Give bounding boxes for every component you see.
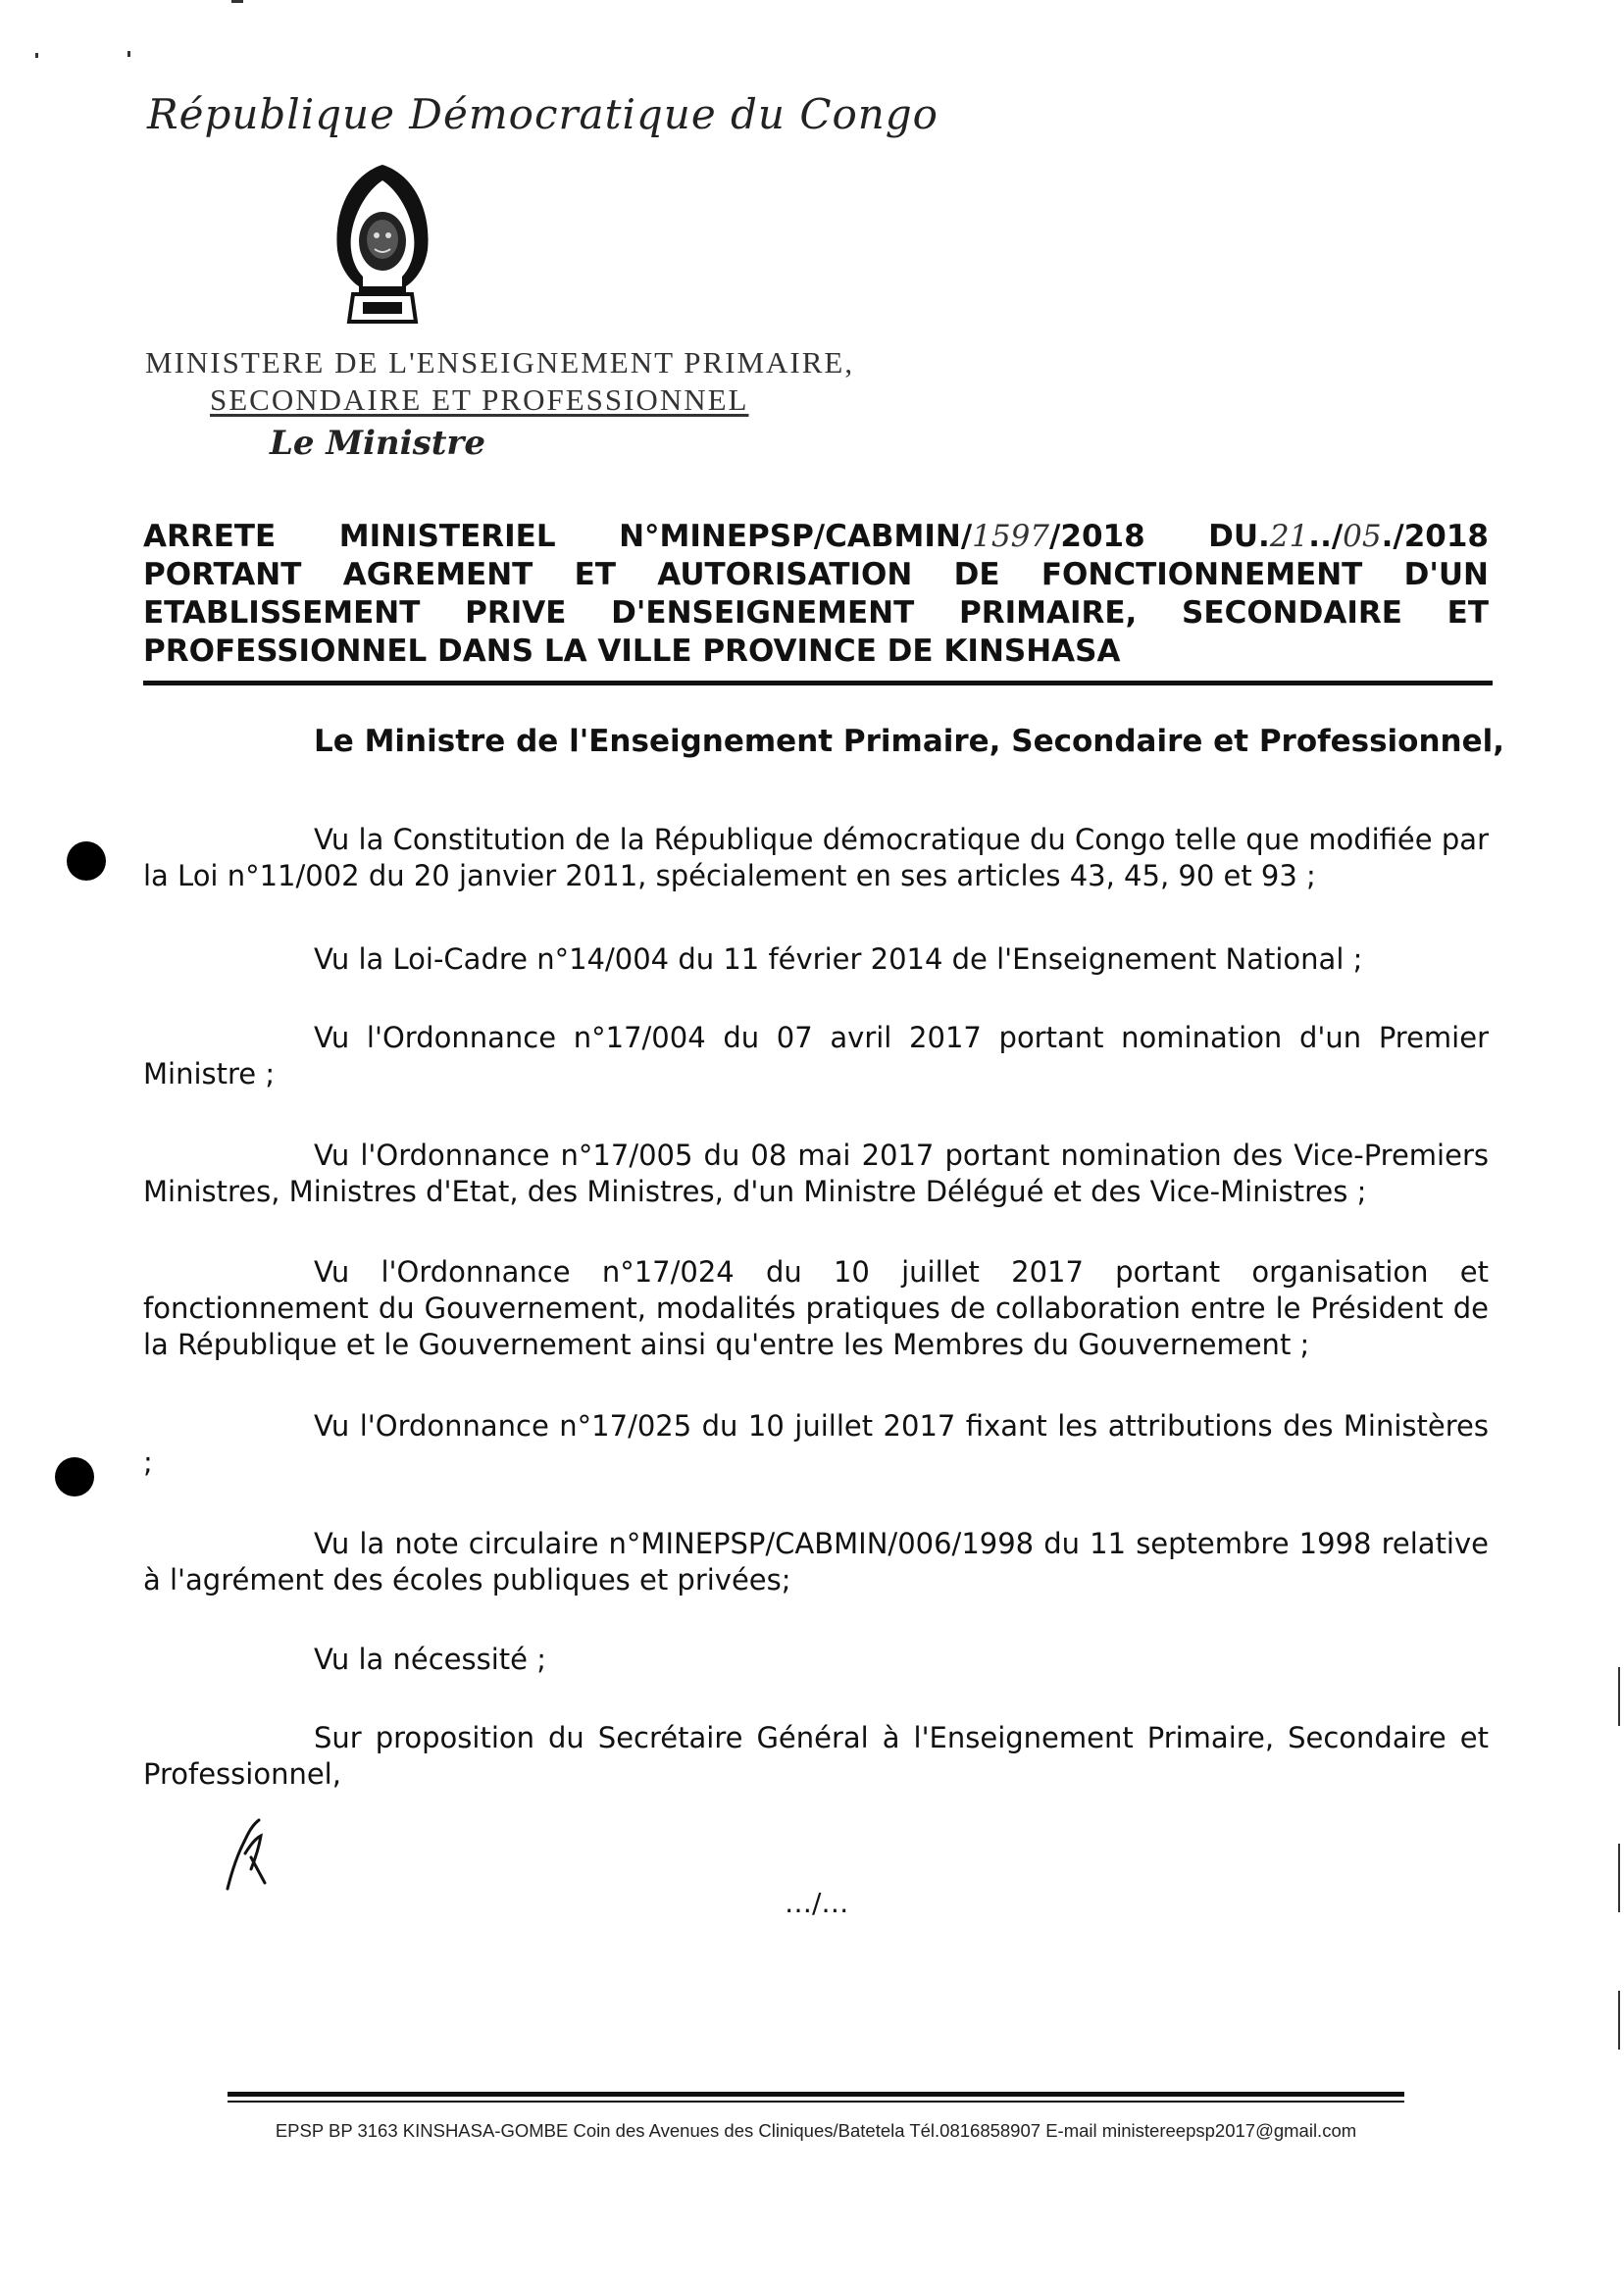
- handwritten-initials-signature: [222, 1814, 280, 1893]
- scan-edge-artifact: [1618, 1667, 1620, 1726]
- consideration-paragraph: Vu la nécessité ;: [314, 1643, 546, 1676]
- consideration-paragraph: Vu l'Ordonnance n°17/004 du 07 avril 2017 portant nomination d'un Premier Ministre ;: [143, 1021, 1489, 1090]
- consideration-paragraph: Sur proposition du Secrétaire Général à l'Enseignement Primaire, Secondaire et Professionnel,: [143, 1721, 1489, 1791]
- page-continuation-mark: …/…: [785, 1887, 849, 1919]
- handwritten-day: 21: [1269, 519, 1309, 554]
- footer-divider: [228, 2092, 1404, 2097]
- scan-edge-artifact: [1618, 1991, 1620, 2050]
- consideration-paragraph: Vu la Constitution de la République démocratique du Congo telle que modifiée par la Loi n°11/002 du 20 janvier 2011, spécialement en ses articles 43, 45, 90 et 93 ;: [143, 823, 1489, 892]
- scan-speck: [127, 51, 130, 57]
- decree-title-line4: PROFESSIONNEL DANS LA VILLE PROVINCE DE KINSHASA: [143, 634, 1121, 669]
- signatory-title: Le Ministre: [270, 424, 485, 463]
- ministry-name-line2: SECONDAIRE ET PROFESSIONNEL: [210, 382, 749, 417]
- decree-title-line1: ARRETE MINISTERIEL N°MINEPSP/CABMIN/1597/2018 DU.21../05./2018: [143, 519, 1490, 554]
- handwritten-decree-number: 1597: [972, 519, 1050, 554]
- ministry-name-line1: MINISTERE DE L'ENSEIGNEMENT PRIMAIRE,: [145, 345, 855, 380]
- decree-title: [143, 518, 1489, 671]
- minister-heading: Le Ministre de l'Enseignement Primaire, Secondaire et Professionnel,: [314, 724, 1505, 759]
- consideration-paragraph: Vu l'Ordonnance n°17/005 du 08 mai 2017 portant nomination des Vice-Premiers Ministres, Ministres d'Etat, des Ministres, d'un Ministre Délégué et des Vice-Ministres ;: [143, 1139, 1489, 1208]
- decree-title-line3: ETABLISSEMENT PRIVE D'ENSEIGNEMENT PRIMAIRE, SECONDAIRE ET: [143, 595, 1489, 631]
- hole-punch-mark: [55, 1457, 94, 1496]
- decree-title-line2: PORTANT AGREMENT ET AUTORISATION DE FONCTIONNEMENT D'UN: [143, 557, 1489, 592]
- footer-divider-thin: [228, 2101, 1404, 2103]
- footer-address: EPSP BP 3163 KINSHASA-GOMBE Coin des Avenues des Cliniques/Batetela Tél.0816858907 E-mail ministereepsp2017@gmail.com: [275, 2120, 1357, 2141]
- consideration-paragraph: Vu la Loi-Cadre n°14/004 du 11 février 2014 de l'Enseignement National ;: [314, 942, 1363, 976]
- title-divider: [143, 681, 1493, 685]
- republic-name: République Démocratique du Congo: [147, 90, 939, 138]
- congo-coat-of-arms-icon: [324, 157, 441, 329]
- hole-punch-mark: [67, 841, 106, 881]
- scan-speck: [231, 0, 243, 3]
- consideration-paragraph: Vu l'Ordonnance n°17/025 du 10 juillet 2017 fixant les attributions des Ministères ;: [143, 1409, 1489, 1479]
- scan-speck: [35, 53, 38, 58]
- handwritten-month: 05: [1343, 519, 1382, 554]
- consideration-paragraph: Vu la note circulaire n°MINEPSP/CABMIN/006/1998 du 11 septembre 1998 relative à l'agrément des écoles publiques et privées;: [143, 1527, 1489, 1597]
- scan-edge-artifact: [1618, 1844, 1620, 1912]
- consideration-paragraph: Vu l'Ordonnance n°17/024 du 10 juillet 2017 portant organisation et fonctionnement du Gouvernement, modalités pratiques de collaboration entre le Président de la République et le Gouvernement ainsi qu'entre les Membres du Gouvernement ;: [143, 1255, 1489, 1361]
